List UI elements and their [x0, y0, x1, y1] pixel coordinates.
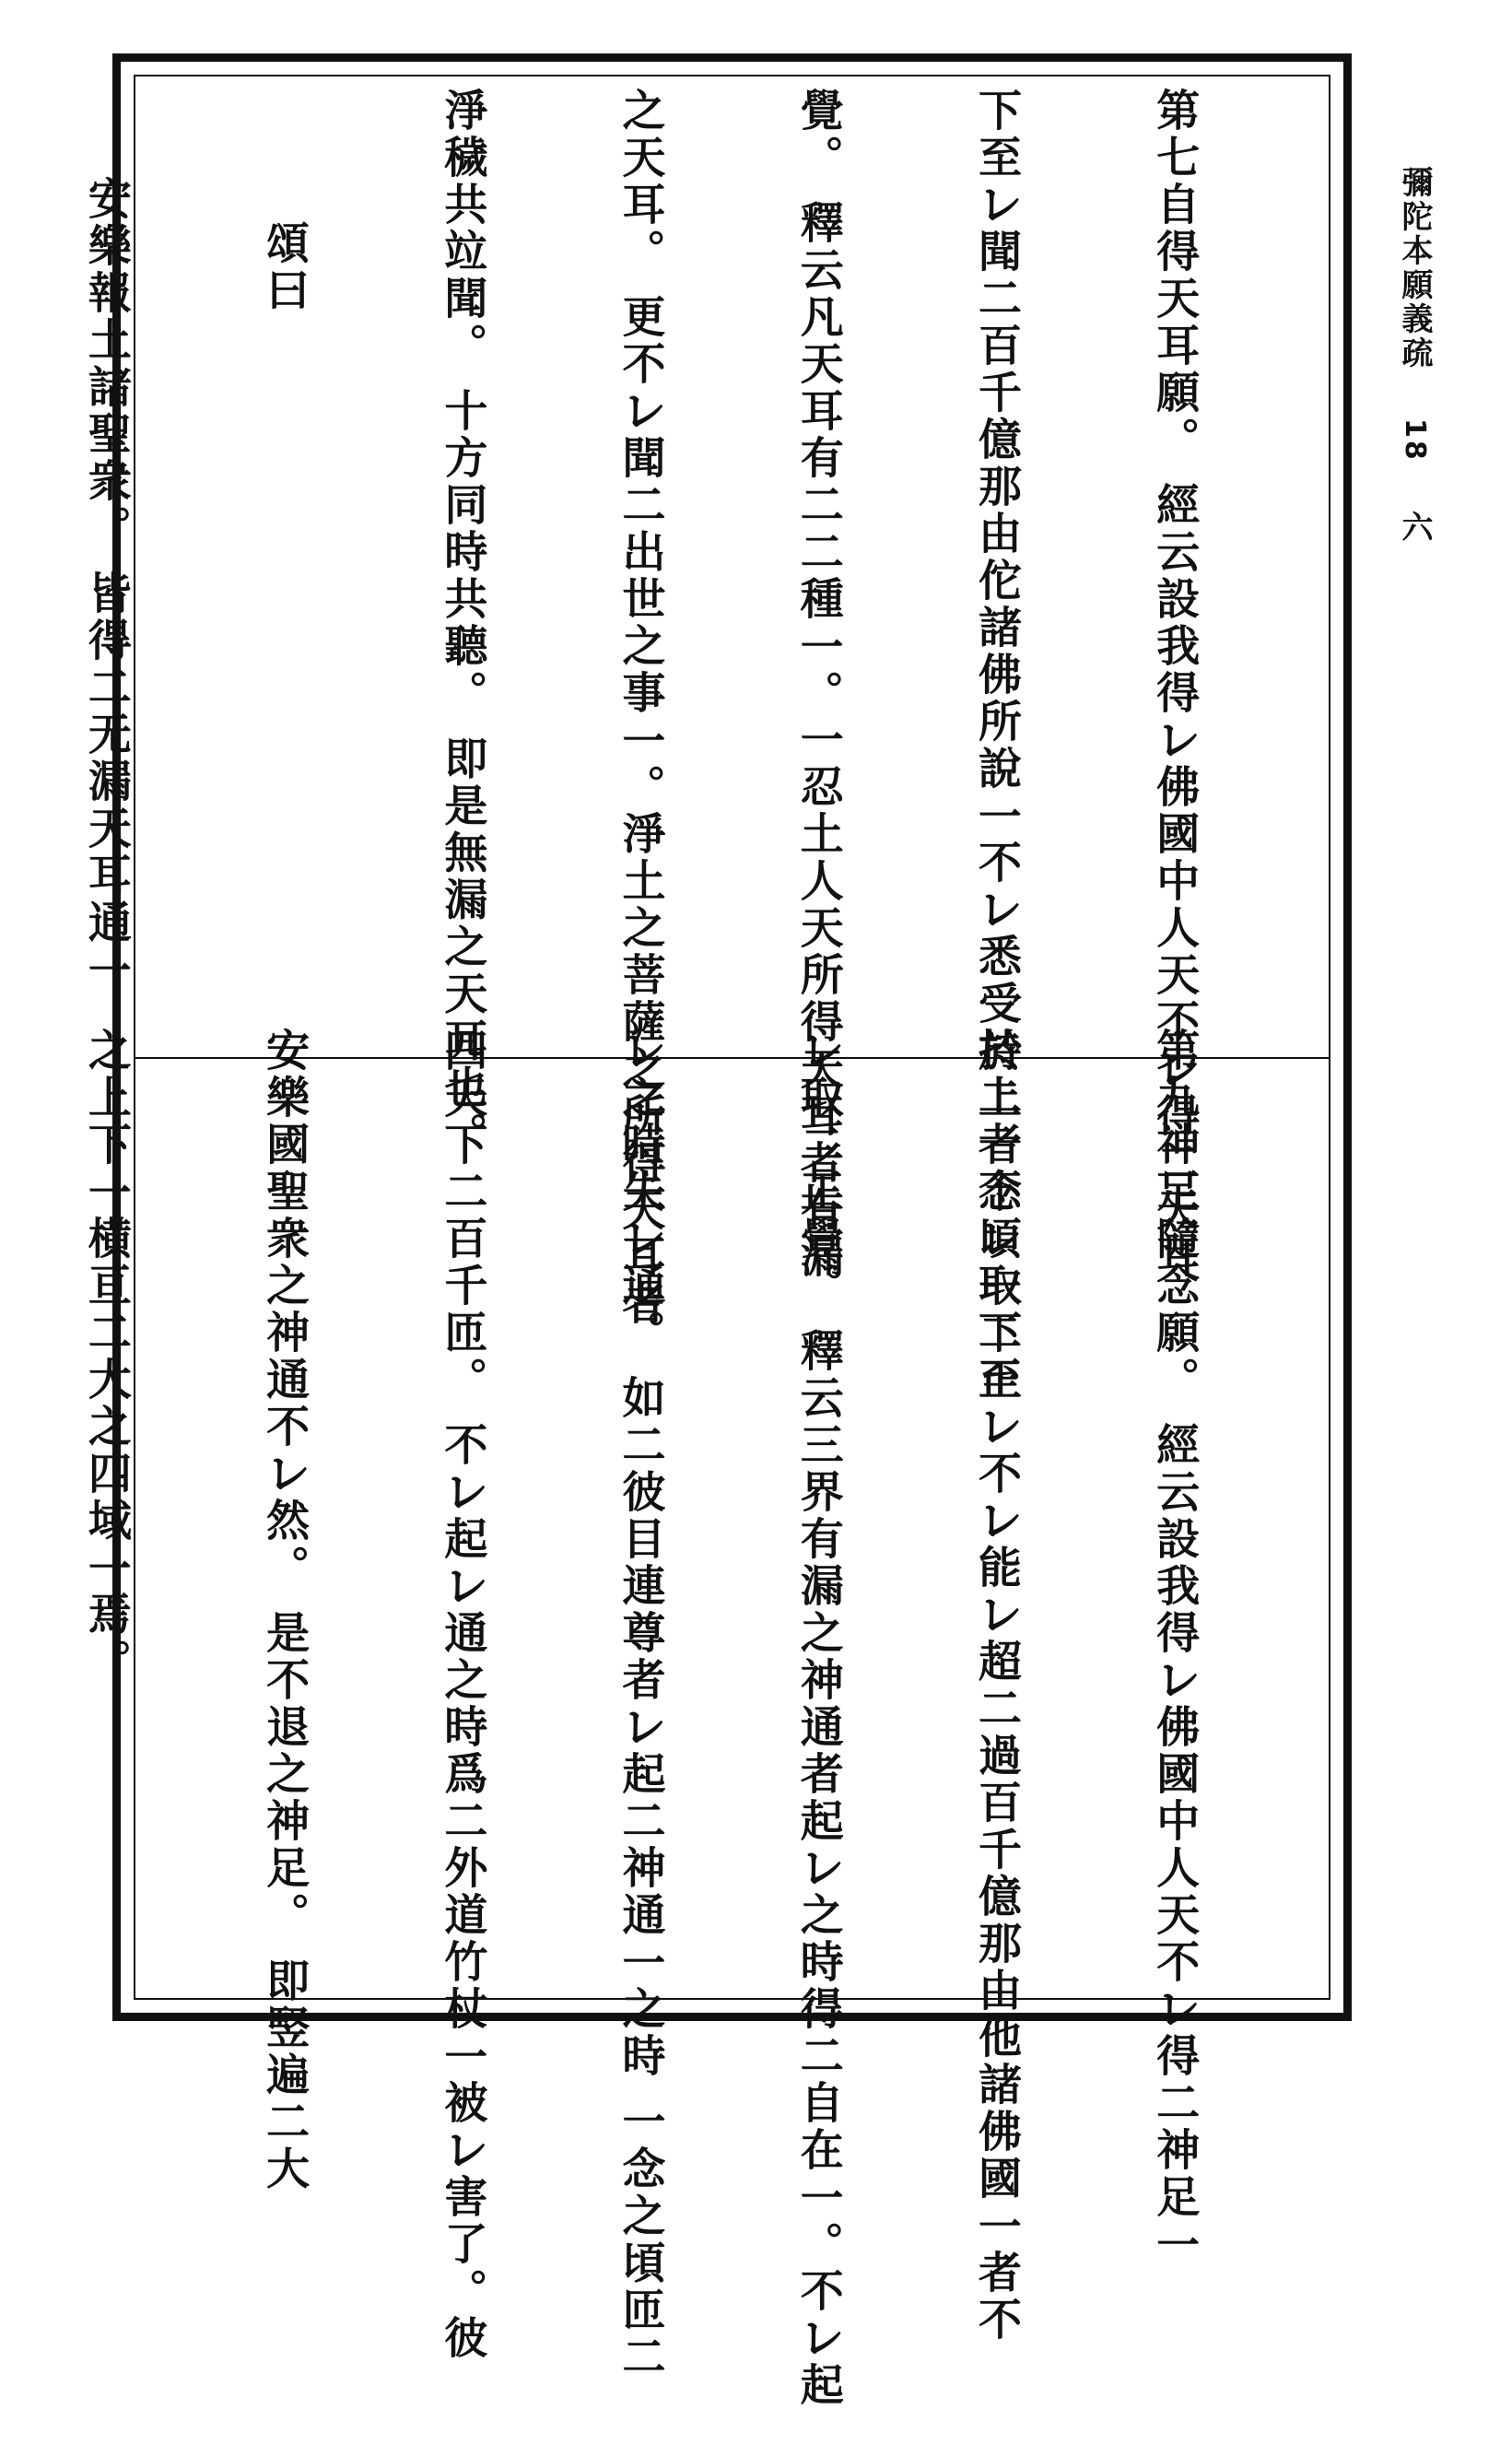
- bottom-text-block: [80, 1028, 1322, 2410]
- text-column: ㆑之時失㆑通。 如㆓彼目連尊者㆑起㆓神通㆒之時 一念之頃匝㆓: [615, 1028, 666, 2381]
- text-column: 安樂國聖衆之神通不㆑然。 是不退之神足。 即竪遍㆓大: [259, 1028, 311, 2193]
- text-column: 覺。 釋云凡天耳有㆓二種㆒。一忍土人天所得天耳者有漏: [792, 88, 844, 1282]
- text-column: 之天耳。 更不㆑聞㆓出世之事㆒。淨土之菩薩之所得天耳者: [615, 88, 666, 1329]
- text-column: ㆑取㆓正覺。 釋云三界有漏之神通者起㆑之時得㆓自在㆒。不㆑起: [792, 1028, 844, 2410]
- text-column: 之上下㆒横亘㆓大之四域㆒焉。: [80, 1028, 132, 1686]
- text-column: 四天下㆓百千匝。 不㆑起㆑通之時爲㆓外道竹杖㆒被㆑害了。彼: [437, 1028, 488, 2363]
- verse-line: 安樂報土諸聖衆。 皆得㆓无漏天耳通㆒: [80, 176, 132, 994]
- running-header: [1396, 166, 1437, 545]
- text-column: 下至㆑聞㆓百千億那由佗諸佛所說㆒不㆑悉受持㆖者不㆑取㆓正: [970, 88, 1022, 1404]
- text-column: 淨穢共竝聞。 十方同時共聽。 即是無漏之天耳也。: [437, 88, 488, 1159]
- text-column: 第九神足隨念願。 經云設我得㆑佛國中人天不㆑得㆓神足㆒: [1149, 1028, 1201, 2269]
- book-title: 彌陀本願義疏: [1396, 166, 1433, 370]
- text-column: 第七自得天耳願。 經云設我得㆑佛國中人天不㆑得㆓天耳: [1149, 88, 1201, 1282]
- text-column: 於㆓一念頃㆒下至㆑不㆑能㆑超㆓過百千億那由他諸佛國㆒者不: [970, 1028, 1022, 2344]
- page-number: 六: [1396, 510, 1433, 545]
- volume-number: 18: [1399, 418, 1431, 463]
- verse-heading: 頌曰: [259, 220, 311, 314]
